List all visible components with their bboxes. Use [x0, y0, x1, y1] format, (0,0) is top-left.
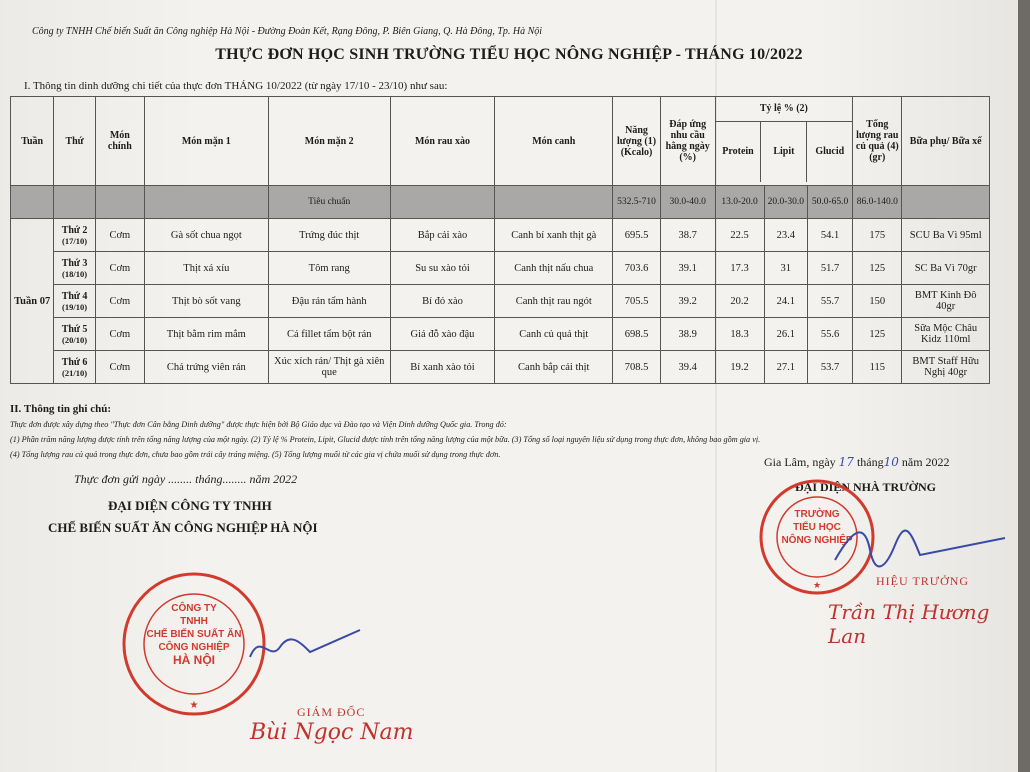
- glucid-cell: 53.7: [807, 351, 852, 384]
- place-date-day: 17: [838, 455, 854, 469]
- sent-date: Thực đơn gửi ngày ........ tháng........ năm 2022: [74, 472, 298, 486]
- note-2: (4) Tổng lượng rau củ quả trong thực đơn, chưa bao gồm trái cây tráng miệng. (5) Tổng lượng muối từ các gia vị chứa muối sử dụng trong thực đơn.: [10, 450, 501, 459]
- glucid-cell: 55.7: [807, 285, 852, 318]
- director-name: Bùi Ngọc Nam: [250, 720, 414, 745]
- day-label: Thứ 6: [61, 356, 88, 368]
- principal-signature: [830, 520, 1010, 580]
- day-label: Thứ 5: [61, 323, 88, 335]
- standard-response: 30.0-40.0: [660, 186, 715, 219]
- menu-table: [10, 96, 990, 384]
- note-1: (1) Phần trăm năng lượng được tính trên tổng năng lượng của một ngày. (2) Tỷ lệ % Protein, Lipit, Glucid được tính trên tổng năng lượng của một bữa. (3) Tổng số loại nguyên liệu sử dụng trong thực đơn, không bao gồm gia vị.: [10, 435, 761, 444]
- standard-row: [11, 186, 990, 219]
- place-date-mid: tháng: [856, 455, 884, 469]
- section-2-heading: II. Thông tin ghi chú:: [10, 403, 111, 415]
- veg-cell: 125: [853, 252, 902, 285]
- school-stamp-line3: NÔNG NGHIỆP: [781, 535, 853, 546]
- principal-name: Trần Thị Hương Lan: [828, 600, 990, 648]
- section-1-heading: I. Thông tin dinh dưỡng chi tiết của thực đơn THÁNG 10/2022 (từ ngày 17/10 - 23/10) như sau:: [24, 80, 448, 92]
- stirfry-cell: Su su xào tỏi: [390, 252, 495, 285]
- page-title: THỰC ĐƠN HỌC SINH TRƯỜNG TIỂU HỌC NÔNG NGHIỆP - THÁNG 10/2022: [215, 46, 803, 63]
- veg-cell: 175: [853, 219, 902, 252]
- response-cell: 38.9: [660, 318, 715, 351]
- salty2-cell: Trứng đúc thịt: [268, 219, 390, 252]
- snack-cell: BMT Staff Hữu Nghị 40gr: [902, 351, 990, 384]
- director-signature: [240, 622, 370, 672]
- glucid-cell: 55.6: [807, 318, 852, 351]
- protein-cell: 18.3: [715, 318, 764, 351]
- lipit-cell: 31: [764, 252, 807, 285]
- response-cell: 39.4: [660, 351, 715, 384]
- place-date-suffix: năm 2022: [901, 455, 950, 469]
- soup-cell: Canh củ quả thịt: [495, 318, 613, 351]
- lipit-cell: 26.1: [764, 318, 807, 351]
- day-cell: [54, 252, 95, 285]
- main-cell: Cơm: [95, 219, 144, 252]
- lipit-cell: 24.1: [764, 285, 807, 318]
- place-date-month: 10: [883, 455, 899, 469]
- main-cell: Cơm: [95, 285, 144, 318]
- header-salty1: Món mặn 1: [144, 97, 268, 186]
- salty2-cell: Cá fillet tẩm bột rán: [268, 318, 390, 351]
- veg-cell: 115: [853, 351, 902, 384]
- standard-protein: 13.0-20.0: [715, 186, 764, 219]
- table-row: [11, 252, 990, 285]
- day-label: Thứ 3: [61, 257, 88, 269]
- soup-cell: Canh bắp cải thịt: [495, 351, 613, 384]
- header-veg: Tổng lượng rau củ quả (4) (gr): [853, 97, 902, 186]
- header-day: Thứ: [54, 97, 95, 186]
- protein-cell: 22.5: [715, 219, 764, 252]
- salty1-cell: Chả trứng viên rán: [144, 351, 268, 384]
- table-row: [11, 219, 990, 252]
- stirfry-cell: Bí đỏ xào: [390, 285, 495, 318]
- week-cell: Tuần 07: [11, 219, 54, 384]
- company-stamp-line1: CÔNG TY: [171, 603, 217, 614]
- note-intro: Thực đơn được xây dựng theo "Thực đơn Cân bằng Dinh dưỡng" được thực hiện bởi Bộ Giáo dục và Đào tạo và Viện Dinh dưỡng Quốc gia. Trong đó:: [10, 420, 507, 429]
- background-edge: [1018, 0, 1030, 772]
- snack-cell: BMT Kinh Đô 40gr: [902, 285, 990, 318]
- header-response: Đáp ứng nhu cầu hằng ngày (%): [660, 97, 715, 186]
- glucid-cell: 51.7: [807, 252, 852, 285]
- school-stamp-line1: TRƯỜNG: [794, 509, 840, 520]
- day-date: (19/10): [62, 301, 88, 312]
- header-main: Món chính: [95, 97, 144, 186]
- salty1-cell: Thịt bò sốt vang: [144, 285, 268, 318]
- stirfry-cell: Giá đỗ xào đậu: [390, 318, 495, 351]
- snack-cell: SC Ba Vì 70gr: [902, 252, 990, 285]
- salty2-cell: Tôm rang: [268, 252, 390, 285]
- svg-text:★: ★: [189, 700, 199, 711]
- soup-cell: Canh thịt rau ngót: [495, 285, 613, 318]
- day-cell: [54, 318, 95, 351]
- place-date-prefix: Gia Lâm, ngày: [764, 455, 836, 469]
- day-date: (18/10): [62, 268, 88, 279]
- table-header-row: [11, 97, 990, 186]
- energy-cell: 703.6: [613, 252, 661, 285]
- svg-text:★: ★: [812, 580, 822, 590]
- director-title: GIÁM ĐỐC: [297, 705, 366, 719]
- soup-cell: Canh bí xanh thịt gà: [495, 219, 613, 252]
- company-stamp-line2: TNHH: [180, 616, 208, 627]
- company-stamp-line5: HÀ NỘI: [173, 653, 215, 667]
- standard-glucid: 50.0-65.0: [807, 186, 852, 219]
- glucid-cell: 54.1: [807, 219, 852, 252]
- standard-energy: 532.5-710: [613, 186, 661, 219]
- standard-lipit: 20.0-30.0: [764, 186, 807, 219]
- response-cell: 39.1: [660, 252, 715, 285]
- day-cell: [54, 351, 95, 384]
- header-ratio-group: [715, 97, 853, 186]
- school-stamp-line2: TIỂU HỌC: [793, 522, 841, 533]
- veg-cell: 125: [853, 318, 902, 351]
- salty1-cell: Thịt bằm rim mắm: [144, 318, 268, 351]
- header-lipit: Lipit: [761, 122, 807, 182]
- salty1-cell: Gà sốt chua ngọt: [144, 219, 268, 252]
- company-rep-line2: CHẾ BIẾN SUẤT ĂN CÔNG NGHIỆP HÀ NỘI: [48, 520, 318, 535]
- company-header: Công ty TNHH Chế biến Suất ăn Công nghiệp Hà Nội - Đường Đoàn Kết, Rạng Đông, P. Biên Giang, Q. Hà Đông, Tp. Hà Nội: [32, 26, 543, 37]
- salty2-cell: Xúc xích rán/ Thịt gà xiên que: [268, 351, 390, 384]
- snack-cell: Sữa Mộc Châu Kidz 110ml: [902, 318, 990, 351]
- header-glucid: Glucid: [815, 146, 845, 157]
- day-cell: [54, 285, 95, 318]
- energy-cell: 708.5: [613, 351, 661, 384]
- salty1-cell: Thịt xá xíu: [144, 252, 268, 285]
- table-row: [11, 318, 990, 351]
- day-label: Thứ 4: [61, 290, 88, 302]
- header-soup: Món canh: [495, 97, 613, 186]
- header-energy: Năng lượng (1) (Kcalo): [613, 97, 661, 186]
- school-rep-title: ĐẠI DIỆN NHÀ TRƯỜNG: [795, 480, 937, 494]
- veg-cell: 150: [853, 285, 902, 318]
- response-cell: 39.2: [660, 285, 715, 318]
- energy-cell: 705.5: [613, 285, 661, 318]
- header-protein: Protein: [716, 122, 762, 182]
- protein-cell: 17.3: [715, 252, 764, 285]
- company-rep-line1: ĐẠI DIỆN CÔNG TY TNHH: [108, 498, 272, 513]
- response-cell: 38.7: [660, 219, 715, 252]
- salty2-cell: Đậu rán tẩm hành: [268, 285, 390, 318]
- main-cell: Cơm: [95, 252, 144, 285]
- main-cell: Cơm: [95, 351, 144, 384]
- energy-cell: 695.5: [613, 219, 661, 252]
- header-stirfry: Món rau xào: [390, 97, 495, 186]
- header-ratio: Tỷ lệ % (2): [716, 97, 853, 122]
- day-date: (21/10): [62, 367, 88, 378]
- day-cell: [54, 219, 95, 252]
- header-salty2: Món mặn 2: [268, 97, 390, 186]
- header-snack: Bữa phụ/ Bữa xế: [902, 97, 990, 186]
- protein-cell: 20.2: [715, 285, 764, 318]
- stirfry-cell: Bí xanh xào tỏi: [390, 351, 495, 384]
- standard-veg: 86.0-140.0: [853, 186, 902, 219]
- snack-cell: SCU Ba Vì 95ml: [902, 219, 990, 252]
- table-row: [11, 351, 990, 384]
- protein-cell: 19.2: [715, 351, 764, 384]
- place-date: [764, 455, 950, 470]
- main-cell: Cơm: [95, 318, 144, 351]
- energy-cell: 698.5: [613, 318, 661, 351]
- header-week: Tuần: [11, 97, 54, 186]
- day-label: Thứ 2: [61, 224, 88, 236]
- standard-label: Tiêu chuẩn: [268, 186, 390, 219]
- lipit-cell: 27.1: [764, 351, 807, 384]
- day-date: (20/10): [62, 334, 88, 345]
- company-stamp-line3: CHẾ BIẾN SUẤT ĂN: [146, 629, 242, 640]
- soup-cell: Canh thịt nấu chua: [495, 252, 613, 285]
- stirfry-cell: Bắp cải xào: [390, 219, 495, 252]
- principal-title: HIỆU TRƯỞNG: [876, 574, 970, 588]
- lipit-cell: 23.4: [764, 219, 807, 252]
- table-row: [11, 285, 990, 318]
- day-date: (17/10): [62, 235, 88, 246]
- company-stamp-line4: CÔNG NGHIỆP: [158, 642, 230, 653]
